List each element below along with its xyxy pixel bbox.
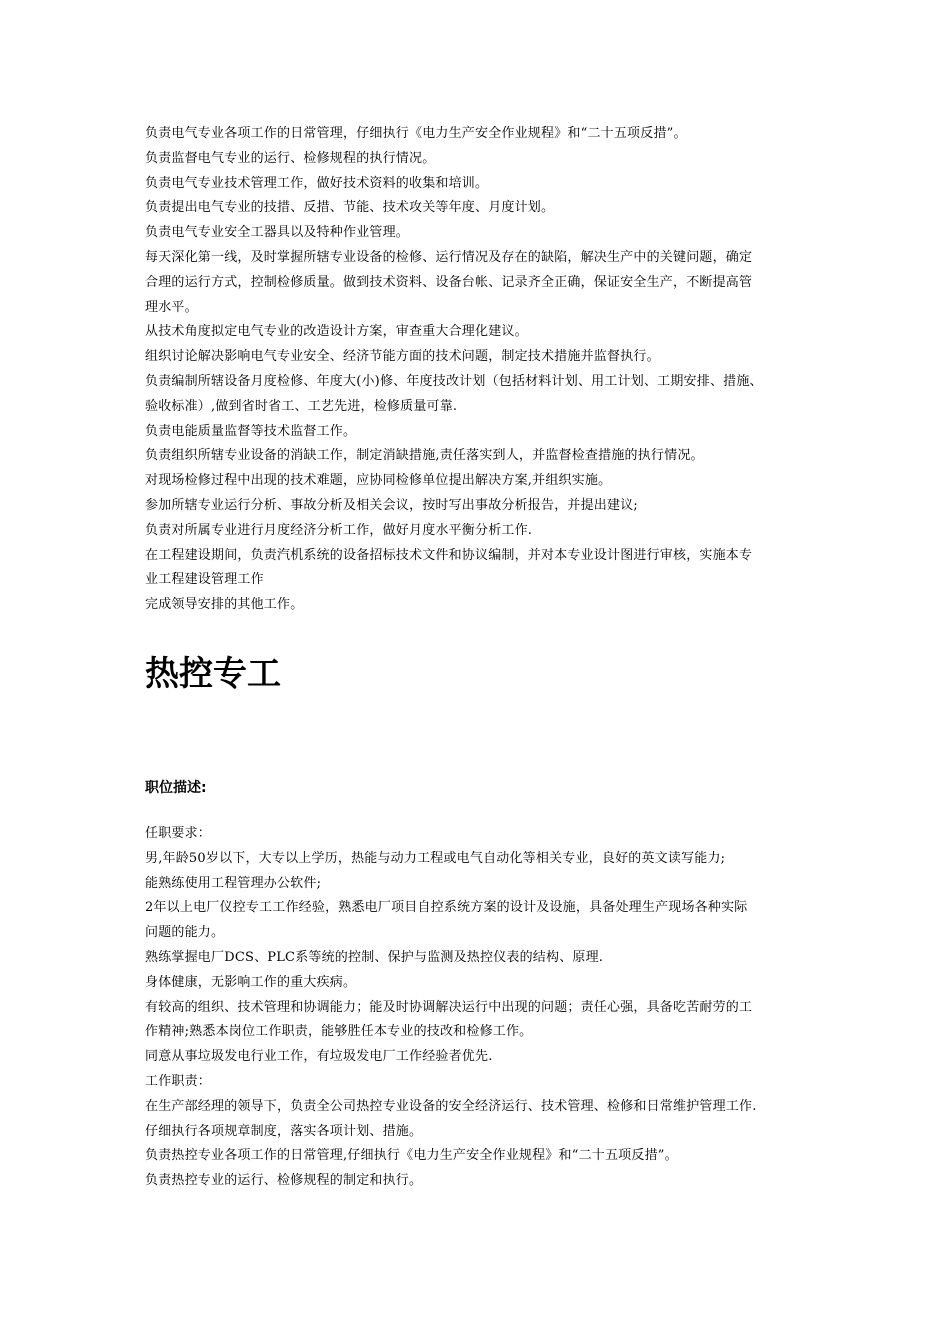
text-line: 对现场检修过程中出现的技术难题，应协同检修单位提出解决方案,并组织实施。 bbox=[145, 473, 612, 489]
text-line: 完成领导安排的其他工作。 bbox=[145, 597, 304, 613]
text-line: 负责电气专业安全工器具以及特种作业管理。 bbox=[145, 225, 410, 241]
text-line: 负责组织所辖专业设备的消缺工作，制定消缺措施,责任落实到人，并监督检查措施的执行情况。 bbox=[145, 448, 704, 464]
text-line: 业工程建设管理工作 bbox=[145, 572, 264, 588]
text-line: 组织讨论解决影响电气专业安全、经济节能方面的技术问题，制定技术措施并监督执行。 bbox=[145, 349, 660, 365]
text-line: 负责热控专业各项工作的日常管理,仔细执行《电力生产安全作业规程》和“二十五项反措”。 bbox=[145, 1148, 678, 1164]
text-line: 每天深化第一线，及时掌握所辖专业设备的检修、运行情况及存在的缺陷，解决生产中的关键问题，确定 bbox=[145, 249, 753, 265]
text-line: 理水平。 bbox=[145, 299, 198, 315]
text-line: 负责电能质量监督等技术监督工作。 bbox=[145, 423, 357, 439]
text-line: 负责提出电气专业的技措、反措、节能、技术攻关等年度、月度计划。 bbox=[145, 200, 555, 216]
text-line: 作精神;熟悉本岗位工作职责，能够胜任本专业的技改和检修工作。 bbox=[145, 1024, 533, 1040]
text-line: 问题的能力。 bbox=[145, 925, 225, 941]
section2-text bbox=[145, 822, 835, 1194]
text-line: 负责电气专业技术管理工作，做好技术资料的收集和培训。 bbox=[145, 175, 489, 191]
text-line: 2年以上电厂仪控专工工作经验，熟悉电厂项目自控系统方案的设计及设施，具备处理生产现场各种实际 bbox=[145, 900, 748, 916]
text-line: 负责监督电气专业的运行、检修规程的执行情况。 bbox=[145, 150, 436, 166]
section-title: 热控专工 bbox=[145, 654, 281, 694]
text-line: 能熟练使用工程管理办公软件; bbox=[145, 875, 322, 891]
text-line: 负责编制所辖设备月度检修、年度大(小)修、年度技改计划（包括材料计划、用工计划、工期安排、措施、 bbox=[145, 373, 763, 389]
text-line: 参加所辖专业运行分析、事故分析及相关会议，按时写出事故分析报告，并提出建议; bbox=[145, 497, 638, 513]
text-line: 在生产部经理的领导下，负责全公司热控专业设备的安全经济运行、技术管理、检修和日常维护管理工作. bbox=[145, 1098, 757, 1114]
text-line: 负责对所属专业进行月度经济分析工作，做好月度水平衡分析工作. bbox=[145, 522, 533, 538]
text-line: 合理的运行方式，控制检修质量。做到技术资料、设备台帐、记录齐全正确，保证安全生产，不断提高管 bbox=[145, 274, 753, 290]
text-line: 验收标准）,做到省时省工、工艺先进，检修质量可靠. bbox=[145, 398, 458, 414]
text-line: 任职要求： bbox=[145, 826, 212, 841]
text-line: 身体健康，无影响工作的重大疾病。 bbox=[145, 974, 357, 990]
text-line: 有较高的组织、技术管理和协调能力；能及时协调解决运行中出现的问题；责任心强，具备吃苦耐劳的工 bbox=[145, 999, 753, 1015]
text-line: 熟练掌握电厂DCS、PLC系等统的控制、保护与监测及热控仪表的结构、原理. bbox=[145, 949, 604, 965]
text-line: 在工程建设期间，负责汽机系统的设备招标技术文件和协议编制，并对本专业设计图进行审核，实施本专 bbox=[145, 547, 753, 563]
text-line: 负责电气专业各项工作的日常管理，仔细执行《电力生产安全作业规程》和“二十五项反措”。 bbox=[145, 126, 687, 141]
text-line: 工作职责： bbox=[145, 1073, 212, 1089]
text-line: 同意从事垃圾发电行业工作，有垃圾发电厂工作经验者优先. bbox=[145, 1049, 493, 1065]
job-description-heading: 职位描述: bbox=[145, 780, 207, 796]
text-line: 仔细执行各项规章制度，落实各项计划、措施。 bbox=[145, 1123, 423, 1139]
text-line: 负责热控专业的运行、检修规程的制定和执行。 bbox=[145, 1173, 423, 1189]
text-line: 男,年龄50岁以下，大专以上学历，热能与动力工程或电气自动化等相关专业，良好的英文读写能力; bbox=[145, 850, 726, 866]
text-line: 从技术角度拟定电气专业的改造设计方案，审查重大合理化建议。 bbox=[145, 324, 528, 340]
section1-text bbox=[145, 122, 835, 618]
